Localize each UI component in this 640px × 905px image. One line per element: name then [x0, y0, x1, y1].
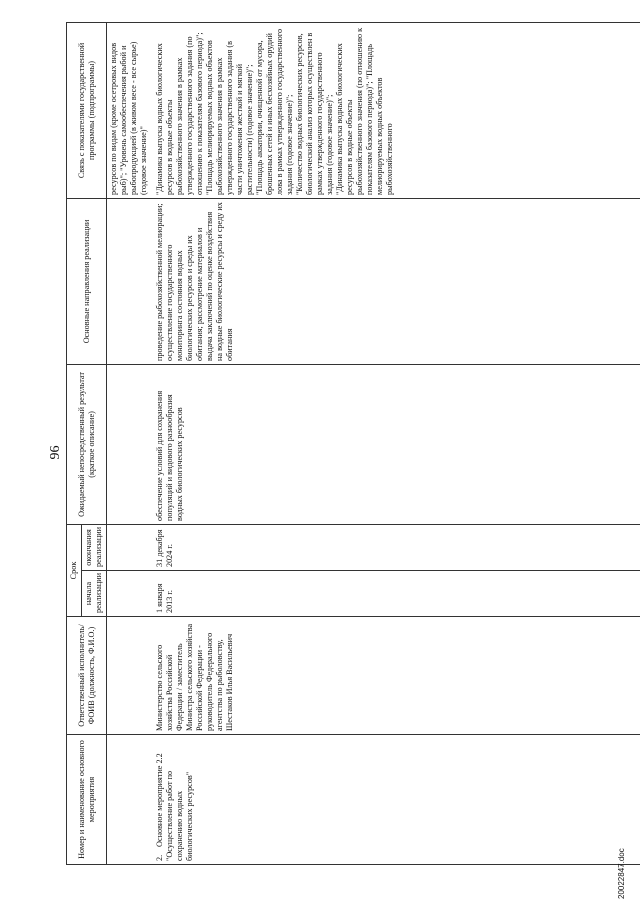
- header-responsible: Ответственный исполнитель/ФОИВ (должность, Ф.И.О.): [67, 617, 107, 735]
- cell-result: обеспечение условий для сохранения популяций и видового разнообразия водных биологических ресурсов: [151, 364, 640, 524]
- header-name: Номер и наименование основного мероприятия: [67, 735, 107, 865]
- link-indicator: "Количество водных биологических ресурсов, биологический анализ которых осуществлен в рамках утвержденного государственного задания (годовое значение)";: [295, 32, 334, 195]
- cell-responsible: Министерство сельского хозяйства Российской Федерации / заместитель Министра сельского хозяйства Российской Федерации - руководитель Федерального агентства по рыболовству, Шестаков Илья Васильевич: [151, 617, 640, 735]
- cell-link-continuation: ресурсов по видам (кроме осетровых видов рыб)"; "Уровень самообеспечения рыбой и рыбопродукцией (в живом весе - все сырье) (годовое значение)": [107, 22, 152, 198]
- row-number: 2.: [155, 854, 164, 861]
- cell-empty: [107, 198, 152, 364]
- cell-name: [151, 735, 640, 865]
- cell-start: 1 января 2013 г.: [151, 571, 640, 617]
- cell-end: 31 декабря 2024 г.: [151, 524, 640, 570]
- file-name: 20022847.doc: [617, 848, 626, 899]
- header-start: начала реализации: [82, 571, 107, 617]
- header-link: Связь с показателями государственной программы (подпрограммы): [67, 22, 107, 198]
- cell-empty: [107, 735, 152, 865]
- cell-link: [151, 22, 640, 198]
- page-number: 96: [48, 445, 63, 460]
- cell-empty: [107, 617, 152, 735]
- measures-table: [66, 22, 640, 865]
- header-term: Срок: [67, 524, 82, 616]
- cell-empty: [107, 571, 152, 617]
- link-indicator: "Динамика выпуска водных биологических ресурсов в водные объекты рыбохозяйственного значения (по отношению к показателям базового периода)"; "Площадь мелиорируемых водных объектов рыбохозяйственного: [335, 27, 394, 195]
- cell-empty: [107, 524, 152, 570]
- header-directions: Основные направления реализации: [67, 198, 107, 364]
- header-result: Ожидаемый непосредственный результат (краткое описание): [67, 364, 107, 524]
- table-row: [151, 22, 640, 864]
- cell-directions: проведение рыбохозяйственной мелиорации; осуществление государственного мониторинга состояния водных биологических ресурсов и среды их обитания; рассмотрение материалов и выдача заключений по оценке воздействия на водные биологические ресурсы и среду их обитания: [151, 198, 640, 364]
- header-end: окончания реализации: [82, 524, 107, 570]
- link-indicator: "Динамика выпуска водных биологических ресурсов в водные объекты рыбохозяйственного значения в рамках утвержденного государственного задания (по отношению к показателям базового периода)"; "Площадь мелиорируемых водных объектов рыбохозяйственного значения в рамках утвержденного государственного задания (в части уничтожения жесткой и мягкой растительности) (годовое значение)";: [155, 32, 254, 195]
- link-indicator: "Площадь акватории, очищенной от мусора, брошенных сетей и иных бесхозяйных орудий лова в рамках утвержденного государственного задания (годовое значение)";: [255, 28, 294, 195]
- table-row-continuation: [107, 22, 152, 864]
- table-header: [67, 22, 107, 864]
- cell-empty: [107, 364, 152, 524]
- row-name: Основное мероприятие 2.2 "Осуществление работ по сохранению водных биологических ресурсов": [155, 753, 194, 861]
